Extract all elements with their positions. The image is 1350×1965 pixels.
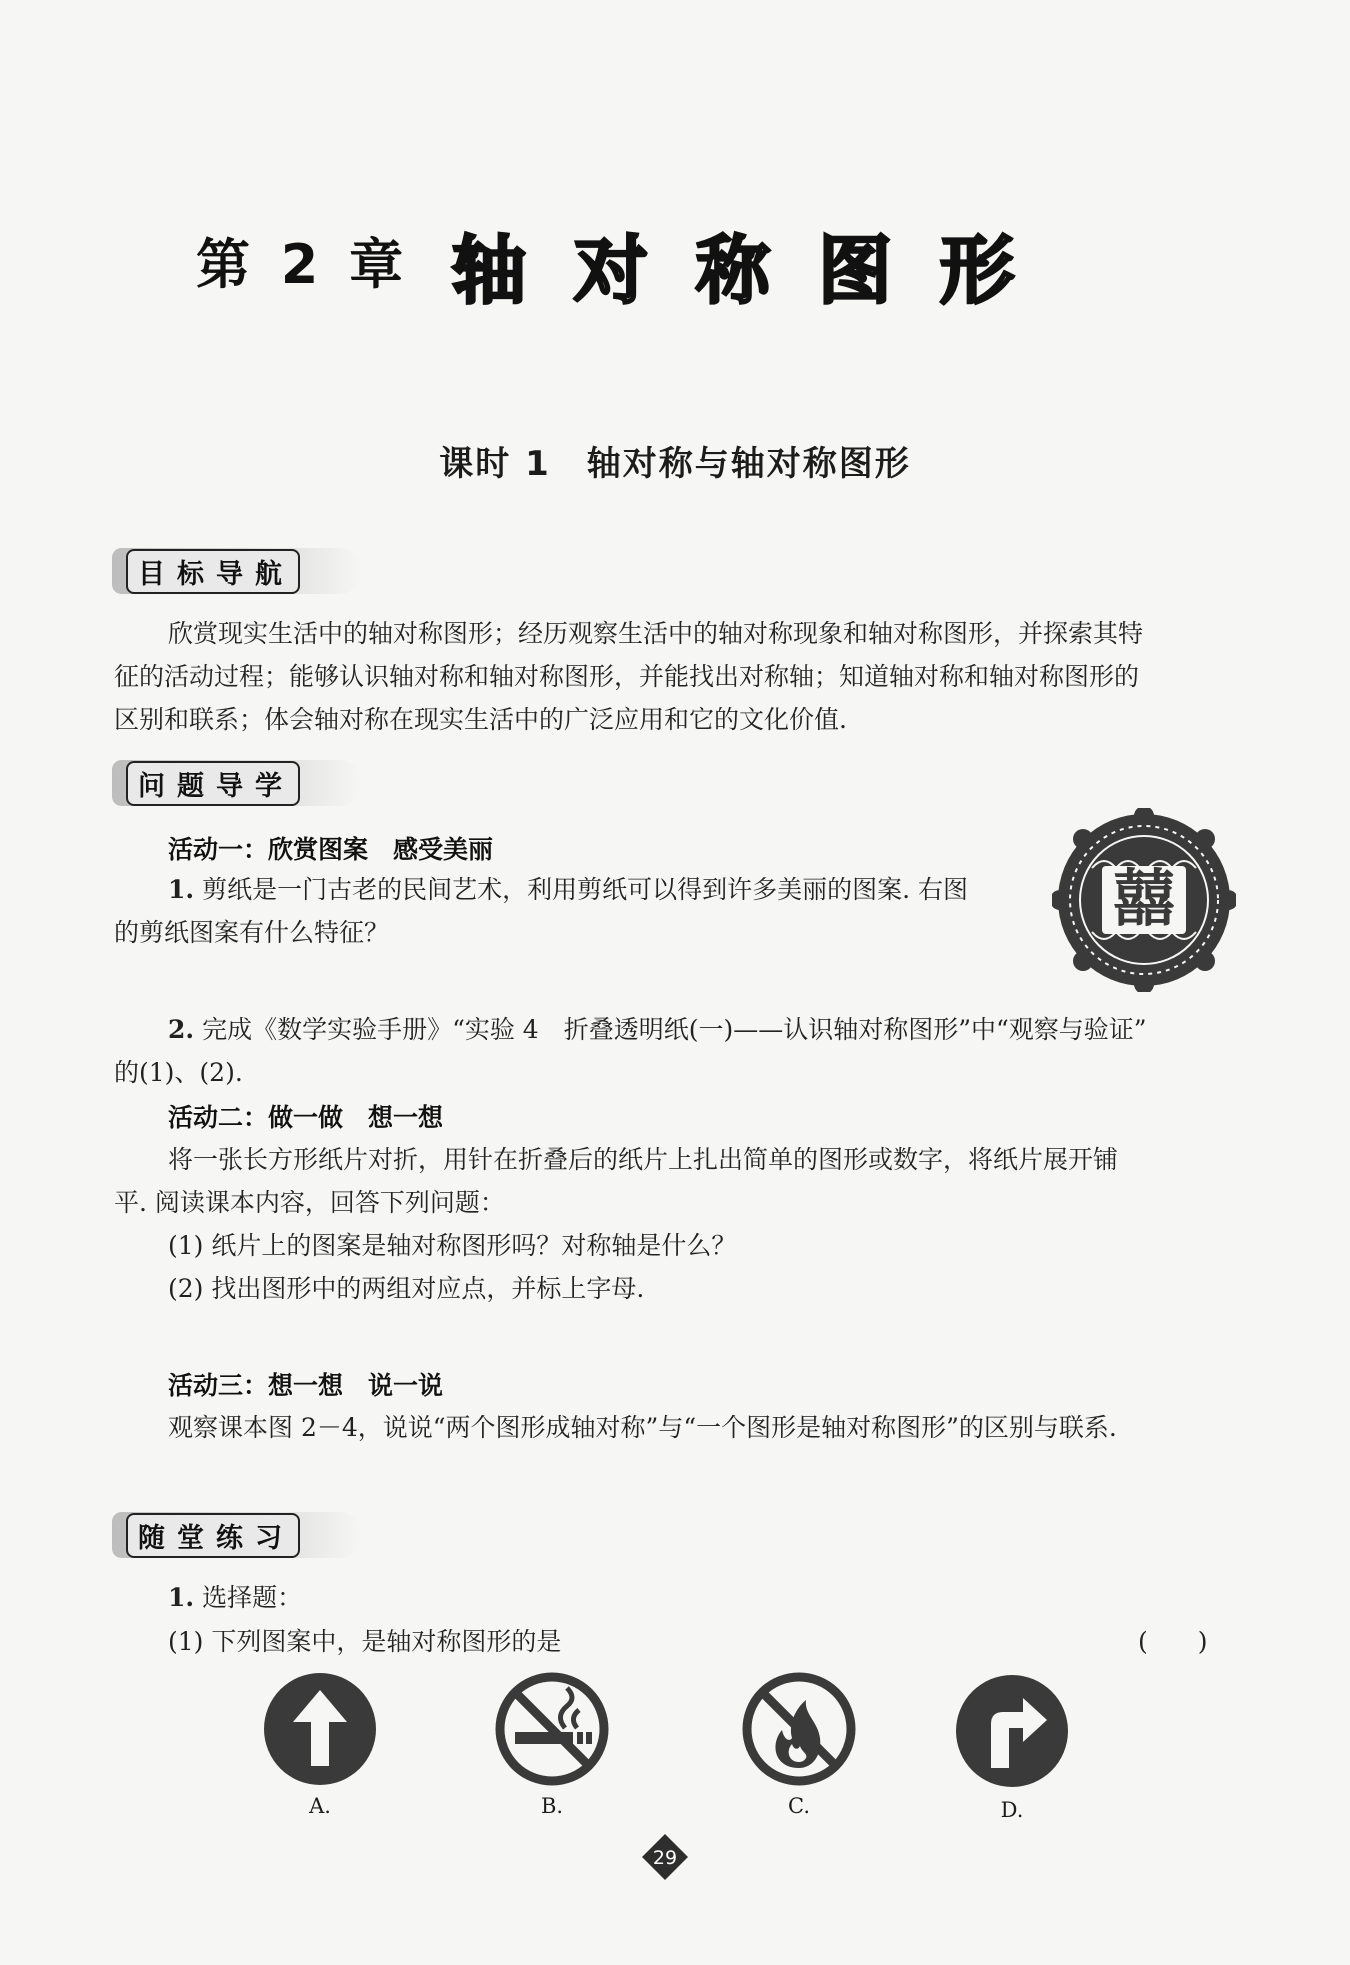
section-badge-guide	[112, 760, 362, 806]
activity1-q2-line1	[168, 1008, 1147, 1051]
chapter-title-char: 对	[574, 228, 648, 314]
chapter-title-char: 称	[696, 228, 770, 314]
activity1-q2-line2: 的(1)、(2).	[114, 1058, 243, 1087]
question-number: 1.	[168, 875, 195, 904]
activity1-q1-line1	[168, 868, 968, 911]
section-badge-practice	[112, 1512, 362, 1558]
chapter-title-char: 轴	[452, 228, 526, 314]
turn-right-sign-icon	[953, 1672, 1071, 1790]
question-number: 1.	[168, 1583, 195, 1612]
question-text: 完成《数学实验手册》“实验 4 折叠透明纸(一)——认识轴对称图形”中“观察与验证”	[202, 1015, 1147, 1044]
answer-bracket: ( )	[1138, 1627, 1208, 1656]
practice-sub1: (1) 下列图案中，是轴对称图形的是	[168, 1627, 562, 1656]
goals-line-3: 区别和联系；体会轴对称在现实生活中的广泛应用和它的文化价值.	[114, 705, 847, 734]
paper-cut-image	[1052, 808, 1236, 992]
chapter-title	[446, 228, 1020, 314]
no-fire-sign-icon	[740, 1670, 858, 1788]
activity2-heading: 活动二：做一做 想一想	[168, 1103, 444, 1132]
activity3-line1: 观察课本图 2－4，说说“两个图形成轴对称”与“一个图形是轴对称图形”的区别与联系.	[168, 1413, 1117, 1442]
page-number-badge	[640, 1832, 690, 1882]
chapter-label: 第 2 章	[196, 233, 410, 296]
chapter-title-char: 图	[818, 228, 892, 314]
option-label-d: D.	[1000, 1798, 1024, 1822]
option-label-c: C.	[788, 1794, 810, 1818]
no-smoking-sign-icon	[493, 1670, 611, 1788]
option-label-a: A.	[309, 1794, 331, 1818]
up-arrow-sign-icon	[261, 1670, 379, 1788]
goals-line-1: 欣赏现实生活中的轴对称图形；经历观察生活中的轴对称现象和轴对称图形，并探索其特	[168, 619, 1144, 648]
badge-label: 目标导航	[126, 549, 300, 594]
option-label-b: B.	[540, 1794, 564, 1818]
goals-line-2: 征的活动过程；能够认识轴对称和轴对称图形，并能找出对称轴；知道轴对称和轴对称图形的	[114, 662, 1140, 691]
lesson-title: 课时 1 轴对称与轴对称图形	[439, 444, 911, 484]
chapter-title-char: 形	[940, 228, 1014, 314]
activity2-line1: 将一张长方形纸片对折，用针在折叠后的纸片上扎出简单的图形或数字，将纸片展开铺	[168, 1145, 1119, 1174]
question-text: 选择题：	[202, 1583, 303, 1612]
badge-label: 问题导学	[126, 761, 300, 806]
question-text: 剪纸是一门古老的民间艺术，利用剪纸可以得到许多美丽的图案. 右图	[202, 875, 968, 904]
paper-cut-character: 囍	[1112, 862, 1176, 935]
section-badge-goals	[112, 548, 362, 594]
practice-q1	[168, 1576, 302, 1619]
badge-label: 随堂练习	[126, 1513, 300, 1558]
activity3-heading: 活动三：想一想 说一说	[168, 1371, 444, 1400]
page-number: 29	[652, 1847, 678, 1869]
activity2-line2: 平. 阅读课本内容，回答下列问题：	[114, 1188, 505, 1217]
activity2-item1: (1) 纸片上的图案是轴对称图形吗？对称轴是什么？	[168, 1231, 737, 1260]
activity1-heading: 活动一：欣赏图案 感受美丽	[168, 835, 494, 864]
activity1-q1-line2: 的剪纸图案有什么特征？	[114, 918, 390, 947]
activity2-item2: (2) 找出图形中的两组对应点，并标上字母.	[168, 1274, 645, 1303]
question-number: 2.	[168, 1015, 195, 1044]
